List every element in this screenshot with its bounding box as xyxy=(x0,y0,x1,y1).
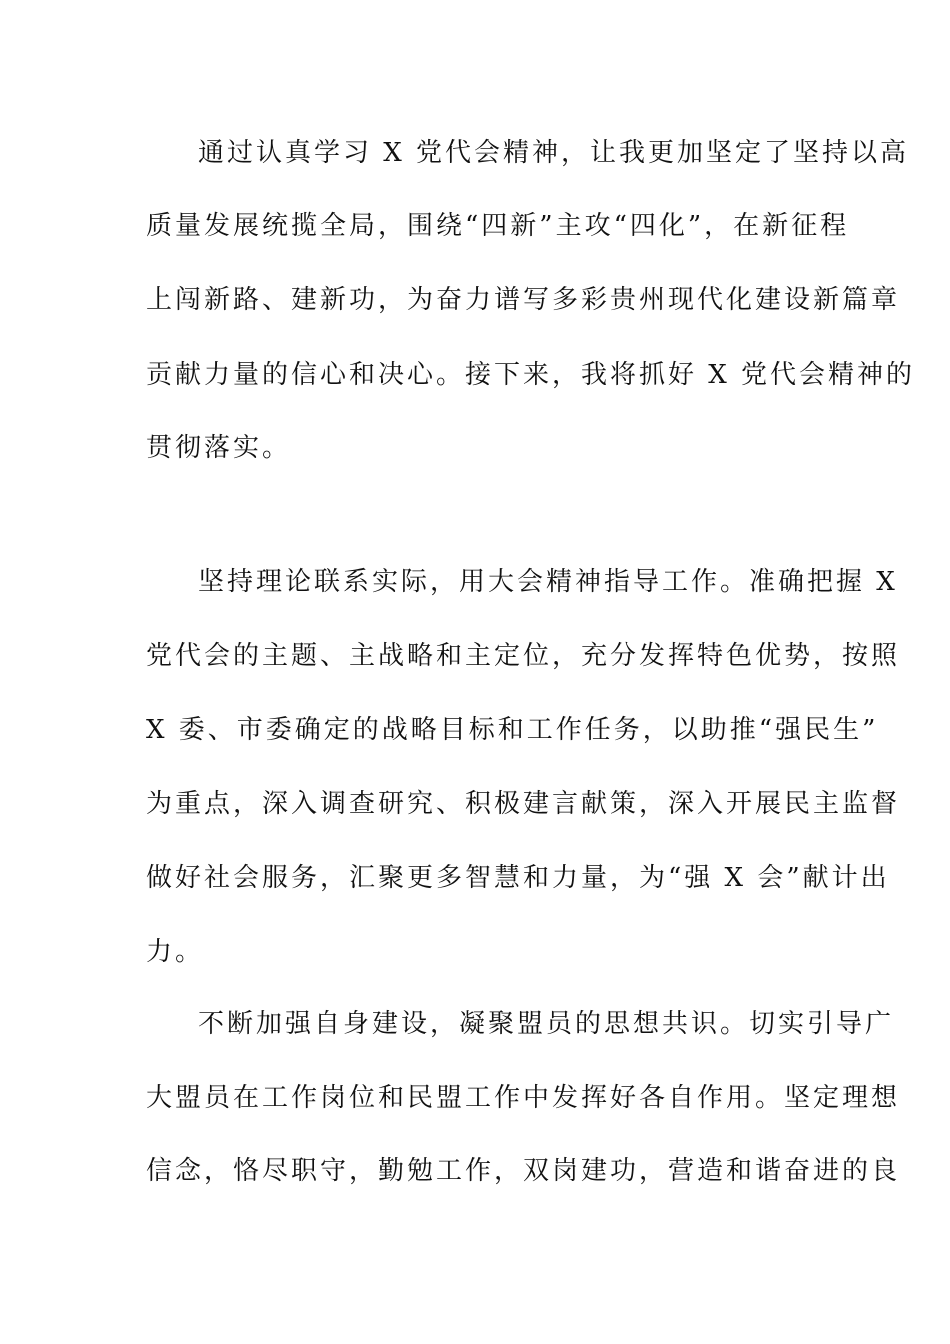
paragraph-2-line-6: 力。 xyxy=(146,937,205,967)
paragraph-2-line-1: 坚持理论联系实际，用大会精神指导工作。准确把握 X xyxy=(198,567,898,597)
paragraph-1-line-5: 贯彻落实。 xyxy=(146,433,292,463)
paragraph-3-line-2: 大盟员在工作岗位和民盟工作中发挥好各自作用。坚定理想 xyxy=(146,1083,901,1113)
paragraph-3-line-1: 不断加强自身建设，凝聚盟员的思想共识。切实引导广 xyxy=(198,1009,895,1039)
paragraph-1-line-3: 上闯新路、建新功，为奋力谱写多彩贵州现代化建设新篇章 xyxy=(146,285,901,315)
paragraph-3-line-3: 信念，恪尽职守，勤勉工作，双岗建功，营造和谐奋进的良 xyxy=(146,1156,901,1186)
paragraph-2-line-2: 党代会的主题、主战略和主定位，充分发挥特色优势，按照 xyxy=(146,641,901,671)
paragraph-2-line-4: 为重点，深入调查研究、积极建言献策，深入开展民主监督 xyxy=(146,789,901,819)
paragraph-2-line-3: X 委、市委确定的战略目标和工作任务，以助推“强民生” xyxy=(146,715,879,745)
paragraph-1-line-1: 通过认真学习 X 党代会精神，让我更加坚定了坚持以高 xyxy=(198,138,910,168)
paragraph-1-line-4: 贡献力量的信心和决心。接下来，我将抓好 X 党代会精神的 xyxy=(146,360,916,390)
paragraph-2-line-5: 做好社会服务，汇聚更多智慧和力量，为“强 X 会”献计出 xyxy=(146,863,890,893)
paragraph-1-line-2: 质量发展统揽全局，围绕“四新”主攻“四化”，在新征程 xyxy=(146,211,850,241)
